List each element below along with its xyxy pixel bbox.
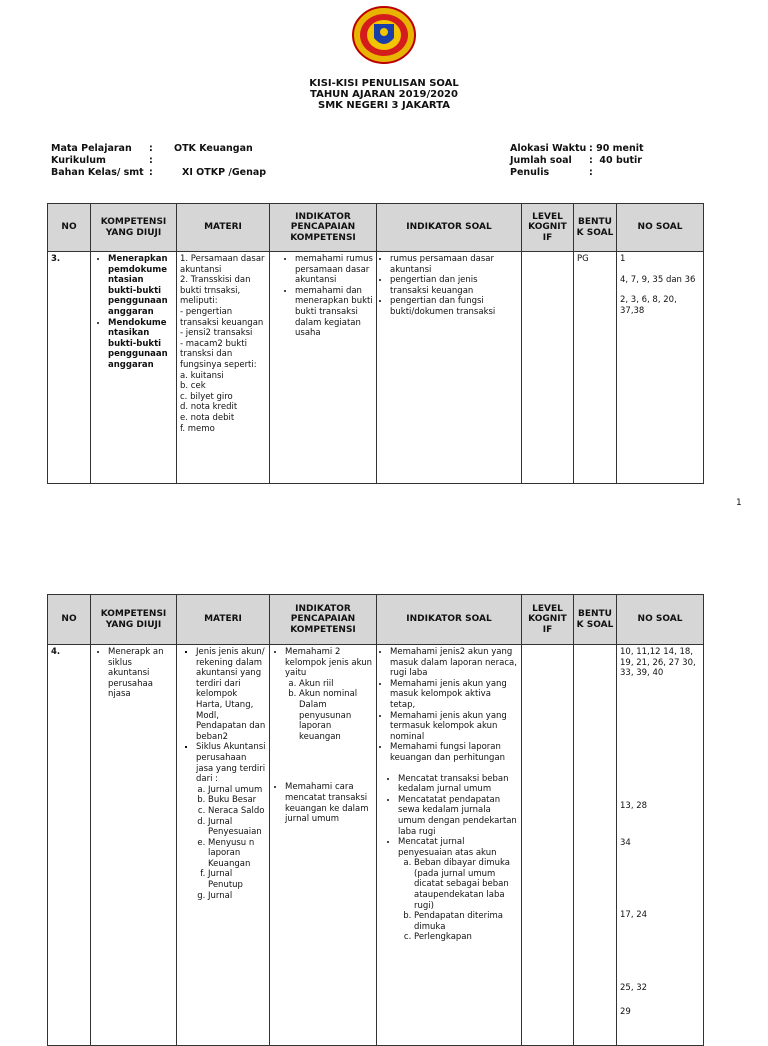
list-item: • Memahami jenis akun yang termasuk kelompok akun nominal xyxy=(390,711,518,743)
meta-kelas-colon: : xyxy=(149,167,153,178)
list-item: • Menerapkan pemdokume ntasian bukti-bukti penggunaan anggaran xyxy=(108,254,173,318)
meta-penulis-value: : xyxy=(589,167,593,178)
list-item: • Mencatat transaksi beban kedalam jurnal umum xyxy=(398,774,518,795)
no-soal-value: 4, 7, 9, 35 dan 36 xyxy=(620,274,696,285)
list-item: a. Jurnal umum xyxy=(208,785,266,796)
col-level: LEVEL KOGNIT IF xyxy=(522,595,574,645)
col-kompetensi: KOMPETENSI YANG DIUJI xyxy=(91,204,177,252)
no-soal-value: 1 xyxy=(620,254,626,264)
list-item: • memahami rumus persamaan dasar akuntansi xyxy=(295,254,373,286)
meta-kurikulum-label: Kurikulum xyxy=(51,155,106,166)
level-value xyxy=(522,645,573,649)
col-kompetensi: KOMPETENSI YANG DIUJI xyxy=(91,595,177,645)
kisi-table-1 xyxy=(47,203,704,484)
no-soal-value: 2, 3, 6, 8, 20, 37,38 xyxy=(620,295,677,316)
row-no: 3. xyxy=(51,254,61,264)
no-soal-value: 34 xyxy=(620,838,631,848)
list-item: e. Menyusu n laporan Keuangan xyxy=(208,838,266,870)
meta-penulis-label: Penulis xyxy=(510,167,550,178)
meta-alokasi-label: Alokasi Waktu xyxy=(510,143,587,154)
doc-title: KISI-KISI PENULISAN SOAL xyxy=(309,78,459,89)
kisi-table-2 xyxy=(47,594,704,1046)
list-item: • pengertian dan fungsi bukti/dokumen transaksi xyxy=(390,296,518,317)
meta-mapel-value: OTK Keuangan xyxy=(174,143,253,154)
col-indikator-pencapaian: INDIKATOR PENCAPAIAN KOMPETENSI xyxy=(270,595,377,645)
list-item: • Menerapk an siklus akuntansi perusahaa njasa xyxy=(108,647,173,700)
list-item: • pengertian dan jenis transaksi keuangan xyxy=(390,275,518,296)
list-item: Siklus Akuntansi perusahaan jasa yang terdiri dari : xyxy=(196,742,266,785)
doc-year: TAHUN AJARAN 2019/2020 xyxy=(310,89,458,100)
list-item: f. Jurnal Penutup xyxy=(208,869,266,890)
no-soal-value: 10, 11,12 14, 18, 19, 21, 26, 27 30, 33, 39, 40 xyxy=(620,647,696,679)
meta-kurikulum-colon: : xyxy=(149,155,153,166)
page-number: 1 xyxy=(736,498,742,508)
list-item: • memahami dan menerapkan bukti bukti transaksi dalam kegiatan usaha xyxy=(295,286,373,339)
col-indikator-soal: INDIKATOR SOAL xyxy=(377,204,522,252)
level-value xyxy=(522,252,573,256)
list-item: ▪ Jenis jenis akun/ rekening dalam akuntansi yang terdiri dari kelompok Harta, Utang, Modl, Pendapatan dan beban2 xyxy=(196,647,266,742)
no-soal-value: 29 xyxy=(620,1007,631,1017)
col-bentuk: BENTU K SOAL xyxy=(574,595,617,645)
list-item: a. Akun riil xyxy=(299,679,373,690)
list-item: d. Jurnal Penyesuaian xyxy=(208,817,266,838)
col-indikator-soal: INDIKATOR SOAL xyxy=(377,595,522,645)
list-item: c. Neraca Saldo xyxy=(208,806,266,817)
meta-kelas-label: Bahan Kelas/ smt xyxy=(51,167,144,178)
col-no-soal: NO SOAL xyxy=(617,595,704,645)
bentuk-value: PG xyxy=(577,254,589,264)
doc-school: SMK NEGERI 3 JAKARTA xyxy=(318,100,450,111)
no-soal-value: 17, 24 xyxy=(620,910,648,920)
meta-jumlah-label: Jumlah soal xyxy=(510,155,572,166)
col-no: NO xyxy=(48,595,91,645)
list-item: b. Buku Besar xyxy=(208,795,266,806)
list-item: • Mendokume ntasikan bukti-bukti penggunaan anggaran xyxy=(108,318,173,371)
list-item: g. Jurnal xyxy=(208,891,266,902)
list-item: • Memahami jenis akun yang masuk kelompok aktiva tetap, xyxy=(390,679,518,711)
table-row xyxy=(48,252,704,484)
no-soal-value: 13, 28 xyxy=(620,801,648,811)
row-no: 4. xyxy=(51,647,61,657)
meta-jumlah-value: : 40 butir xyxy=(589,155,642,166)
list-item: • Memahami fungsi laporan keuangan dan perhitungan xyxy=(390,742,518,763)
list-item: b. Akun nominal Dalam penyusunan laporan keuangan xyxy=(299,689,373,742)
meta-mapel-label: Mata Pelajaran xyxy=(51,143,132,154)
list-item: • Memahami jenis2 akun yang masuk dalam laporan neraca, rugi laba xyxy=(390,647,518,679)
school-logo xyxy=(352,6,416,64)
list-item: a. Beban dibayar dimuka (pada jurnal umum dicatat sebagai beban ataupendekatan laba rugi) xyxy=(414,858,518,911)
list-item: Mencatat jurnal penyesuaian atas akun xyxy=(398,837,497,858)
meta-mapel-colon: : xyxy=(149,143,153,154)
meta-kelas-value: XI OTKP /Genap xyxy=(182,167,267,178)
col-no: NO xyxy=(48,204,91,252)
col-materi: MATERI xyxy=(177,204,270,252)
bentuk-value xyxy=(574,645,616,649)
list-item: Memahami 2 kelompok jenis akun yaitu xyxy=(285,647,373,679)
meta-alokasi-value: : 90 menit xyxy=(589,143,644,154)
col-level: LEVEL KOGNIT IF xyxy=(522,204,574,252)
col-no-soal: NO SOAL xyxy=(617,204,704,252)
col-indikator-pencapaian: INDIKATOR PENCAPAIAN KOMPETENSI xyxy=(270,204,377,252)
list-item: b. Pendapatan diterima dimuka xyxy=(414,911,518,932)
col-bentuk: BENTU K SOAL xyxy=(574,204,617,252)
table-row xyxy=(48,645,704,1046)
list-item: • rumus persamaan dasar akuntansi xyxy=(390,254,518,275)
col-materi: MATERI xyxy=(177,595,270,645)
list-item: c. Perlengkapan xyxy=(414,932,518,943)
list-item: • Memahami cara mencatat transaksi keuangan ke dalam jurnal umum xyxy=(285,782,373,824)
list-item: • Mencatatat pendapatan sewa kedalam jurnala umum dengan pendekartan laba rugi xyxy=(398,795,518,837)
materi-text: 1. Persamaan dasar akuntansi 2. Transskisi dan bukti trnsaksi, meliputi: - pengertian transaksi keuangan - jensi2 transaksi - macam2 bukti transksi dan fungsinya seperti: a. kuitansi b. cek c. bilyet giro d. nota kredit e. nota debit f. memo xyxy=(180,254,265,434)
no-soal-value: 25, 32 xyxy=(620,983,648,993)
